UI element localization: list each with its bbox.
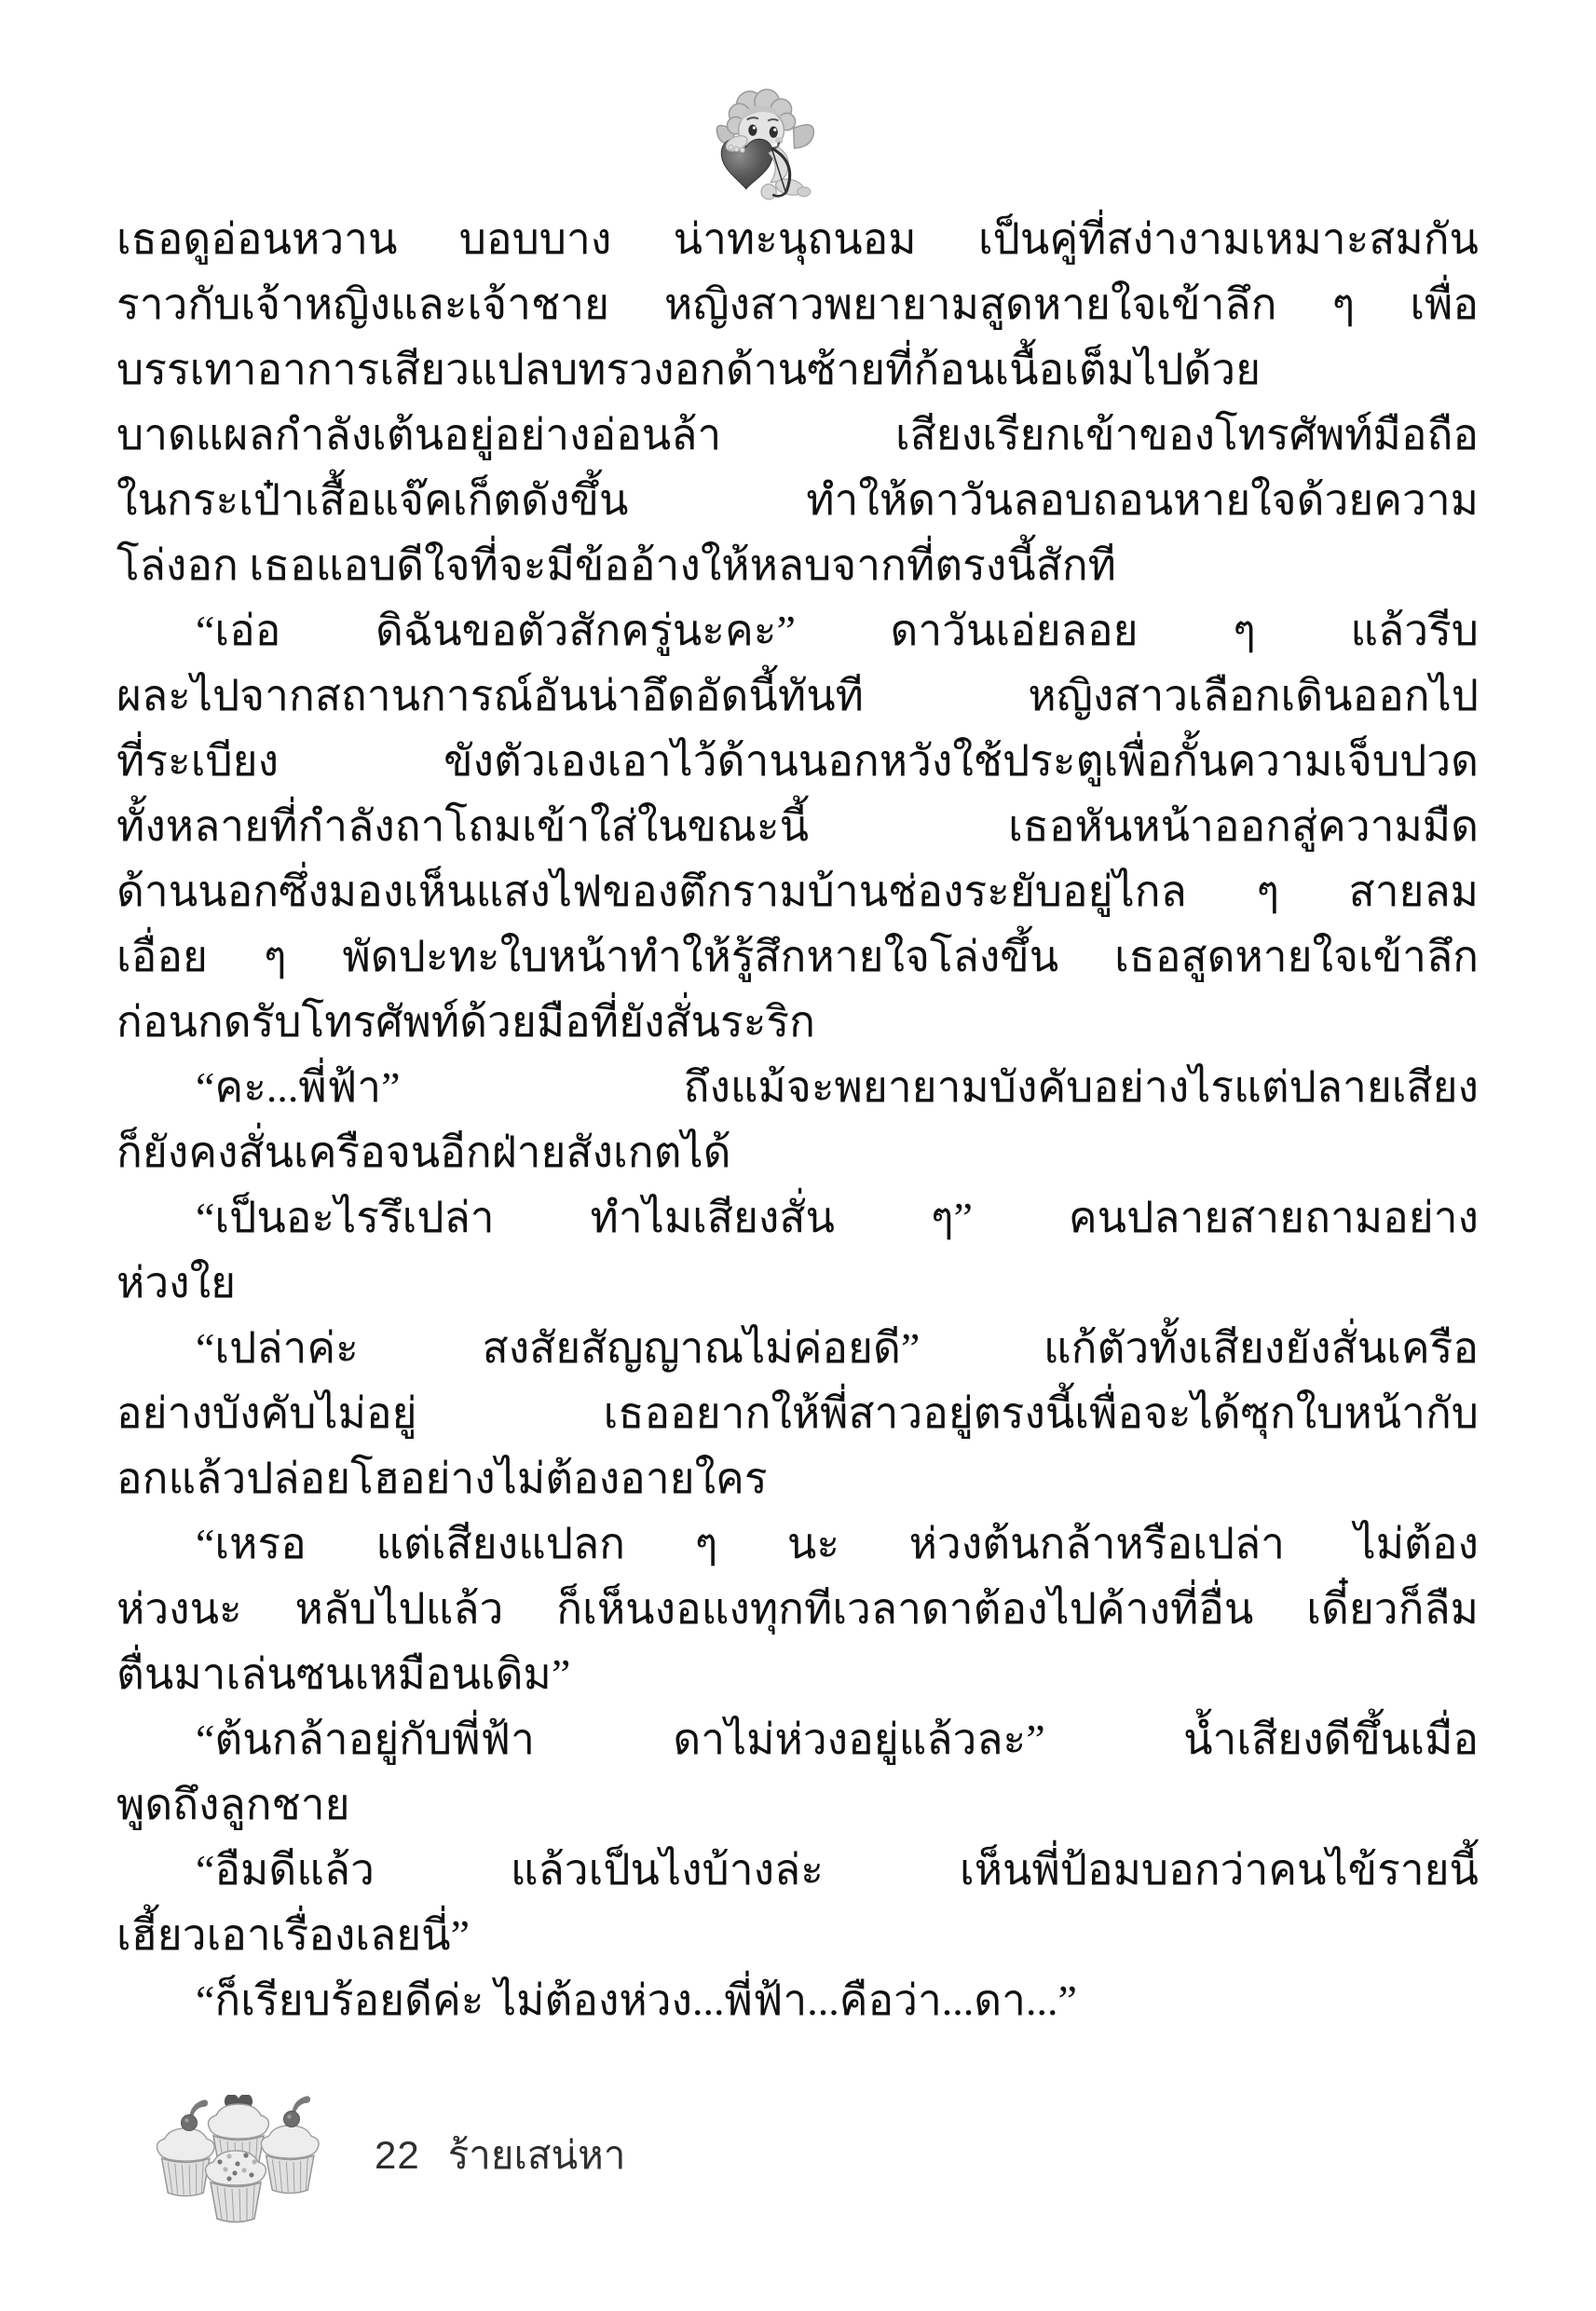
- text-line: “เอ่อ ดิฉันขอตัวสักครู่นะคะ” ดาวันเอ่ยลอย ๆ แล้วรีบ: [196, 607, 1479, 654]
- text-line: ก่อนกดรับโทรศัพท์ด้วยมือที่ยังสั่นระริก: [116, 998, 815, 1046]
- text-line: เอื่อย ๆ พัดปะทะใบหน้าทำให้รู้สึกหายใจโล่งขึ้น เธอสูดหายใจเข้าลึก: [116, 933, 1479, 980]
- text-line: โล่งอก เธอแอบดีใจที่จะมีข้ออ้างให้หลบจากที่ตรงนี้สักที: [116, 541, 1117, 589]
- cupcakes-icon: [145, 2095, 332, 2242]
- text-line: ผละไปจากสถานการณ์อันน่าอึดอัดนี้ทันที หญิงสาวเลือกเดินออกไป: [116, 672, 1479, 719]
- text-line: อย่างบังคับไม่อยู่ เธออยากให้พี่สาวอยู่ตรงนี้เพื่อจะได้ซุกใบหน้ากับ: [116, 1389, 1479, 1437]
- text-line: “คะ...พี่ฟ้า” ถึงแม้จะพยายามบังคับอย่างไรแต่ปลายเสียง: [196, 1063, 1479, 1111]
- text-line: เธอดูอ่อนหวาน บอบบาง น่าทะนุถนอม เป็นคู่ที่สง่างามเหมาะสมกัน: [116, 215, 1479, 263]
- text-line: ที่ระเบียง ขังตัวเองเอาไว้ด้านนอกหวังใช้ประตูเพื่อกั้นความเจ็บปวด: [116, 737, 1479, 785]
- text-line: พูดถึงลูกชาย: [116, 1781, 350, 1828]
- text-line: ตื่นมาเล่นซนเหมือนเดิม”: [116, 1650, 571, 1698]
- book-title: ร้ายเสน่หา: [447, 2135, 626, 2178]
- footer-line: [375, 2125, 625, 2186]
- text-line: ในกระเป๋าเสื้อแจ๊คเก็ตดังขึ้น ทำให้ดาวันลอบถอนหายใจด้วยความ: [116, 476, 1479, 524]
- page-footer: [0, 2087, 1596, 2274]
- text-line: อกแล้วปล่อยโฮอย่างไม่ต้องอายใคร: [116, 1455, 768, 1502]
- text-line: ห่วงใย: [116, 1259, 237, 1306]
- text-line: ทั้งหลายที่กำลังถาโถมเข้าใส่ในขณะนี้ เธอหันหน้าออกสู่ความมืด: [116, 802, 1479, 850]
- text-line: “ก็เรียบร้อยดีค่ะ ไม่ต้องห่วง...พี่ฟ้า...คือว่า...ดา...”: [196, 1976, 1077, 2024]
- text-line: ห่วงนะ หลับไปแล้ว ก็เห็นงอแงทุกทีเวลาดาต้องไปค้างที่อื่น เดี๋ยวก็ลืม: [116, 1585, 1479, 1633]
- text-line: “เป็นอะไรรึเปล่า ทำไมเสียงสั่น ๆ” คนปลายสายถามอย่าง: [196, 1194, 1479, 1241]
- text-line: บรรเทาอาการเสียวแปลบทรวงอกด้านซ้ายที่ก้อนเนื้อเต็มไปด้วย: [116, 346, 1262, 393]
- text-line: “อืมดีแล้ว แล้วเป็นไงบ้างล่ะ เห็นพี่ป้อมบอกว่าคนไข้รายนี้: [196, 1846, 1479, 1894]
- page-text: [116, 207, 1479, 2033]
- text-line: “เหรอ แต่เสียงแปลก ๆ นะ ห่วงต้นกล้าหรือเปล่า ไม่ต้อง: [196, 1520, 1479, 1567]
- text-line: “เปล่าค่ะ สงสัยสัญญาณไม่ค่อยดี” แก้ตัวทั้งเสียงยังสั่นเครือ: [196, 1324, 1479, 1372]
- text-line: ก็ยังคงสั่นเครือจนอีกฝ่ายสังเกตได้: [116, 1128, 731, 1176]
- text-line: เฮี้ยวเอาเรื่องเลยนี่”: [116, 1911, 471, 1959]
- text-line: ด้านนอกซึ่งมองเห็นแสงไฟของตึกรามบ้านช่องระยับอยู่ไกล ๆ สายลม: [116, 868, 1479, 915]
- text-line: ราวกับเจ้าหญิงและเจ้าชาย หญิงสาวพยายามสูดหายใจเข้าลึก ๆ เพื่อ: [116, 280, 1479, 328]
- page-number: 22: [375, 2133, 420, 2177]
- text-line: บาดแผลกำลังเต้นอยู่อย่างอ่อนล้า เสียงเรียกเข้าของโทรศัพท์มือถือ: [116, 411, 1479, 458]
- cupid-heart-icon: [703, 88, 816, 205]
- text-line: “ต้นกล้าอยู่กับพี่ฟ้า ดาไม่ห่วงอยู่แล้วละ” น้ำเสียงดีขึ้นเมื่อ: [196, 1716, 1479, 1763]
